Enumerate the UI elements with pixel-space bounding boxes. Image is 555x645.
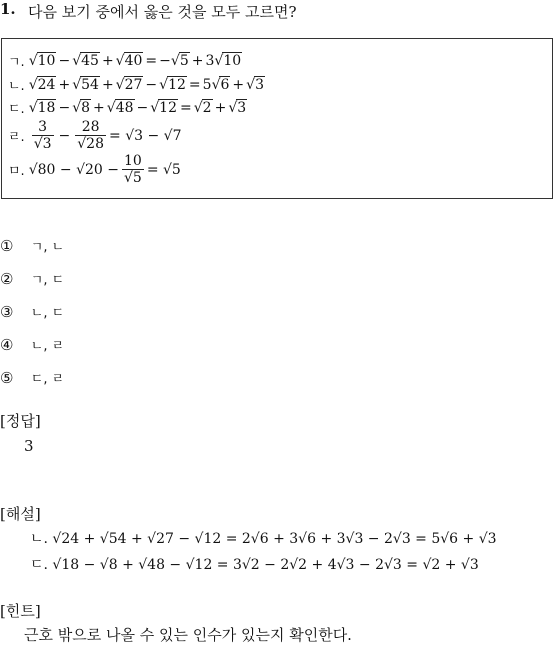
choice-text: ㄴ, ㄹ [30,339,65,354]
statement-label: ㄹ. [8,130,25,145]
choice-marker: ① [0,237,14,255]
statement-item-5: ㅁ. √80 − √20 − $\frac{10}{√5}$ = √5 [8,153,181,186]
solution-line-2: ㄷ. √18 − √8 + √48 − √12 = 3√2 − 2√2 + 4√3 − 2√3 = √2 + √3 [30,557,479,573]
question-number: 1. [0,0,16,18]
statement-label: ㄷ. [8,102,25,117]
choice-4[interactable] [0,335,64,354]
statement-item-2: ㄴ. √24 + √54 + √27 − √12 = 5 √6 + √3 [8,76,264,94]
statement-box [1,38,553,199]
choice-text: ㄱ, ㄴ [30,240,65,255]
hint-text: 근호 밖으로 나올 수 있는 인수가 있는지 확인한다. [24,626,352,644]
statement-item-1: ㄱ. √10 − √45 + √40 = − √5 + 3 √10 [8,52,242,70]
choice-marker: ④ [0,336,14,354]
solution-line-1: ㄴ. √24 + √54 + √27 − √12 = 2√6 + 3√6 + 3√3 − 2√3 = 5√6 + √3 [30,531,497,547]
statement-label: ㄴ. [8,79,25,94]
solution-header: [해설] [0,505,41,523]
statement-label: ㅁ. [8,164,25,179]
choice-5[interactable] [0,368,64,387]
fraction: $\frac{10}{√5}$ [124,153,142,186]
choice-2[interactable] [0,269,64,288]
choice-1[interactable] [0,236,64,255]
choice-marker: ⑤ [0,369,14,387]
statement-item-4: ㄹ. $\frac{3}{√3}$ − $\frac{28}{√28}$ = √3 − √7 [8,119,182,152]
fraction: $\frac{28}{√28}$ [77,119,105,152]
statement-item-3: ㄷ. √18 − √8 + √48 − √12 = √2 + √3 [8,99,247,117]
answer-value: 3 [24,437,34,455]
choice-text: ㄱ, ㄷ [30,273,65,288]
question-text: 다음 보기 중에서 옳은 것을 모두 고르면? [28,3,297,21]
fraction: $\frac{3}{√3}$ [33,119,52,152]
choice-marker: ② [0,270,14,288]
choice-marker: ③ [0,303,14,321]
statement-label: ㄱ. [8,55,25,70]
hint-header: [힌트] [0,602,41,620]
choice-3[interactable] [0,302,64,321]
answer-header: [정답] [0,412,41,430]
choice-text: ㄴ, ㄷ [30,306,65,321]
choice-text: ㄷ, ㄹ [30,372,65,387]
